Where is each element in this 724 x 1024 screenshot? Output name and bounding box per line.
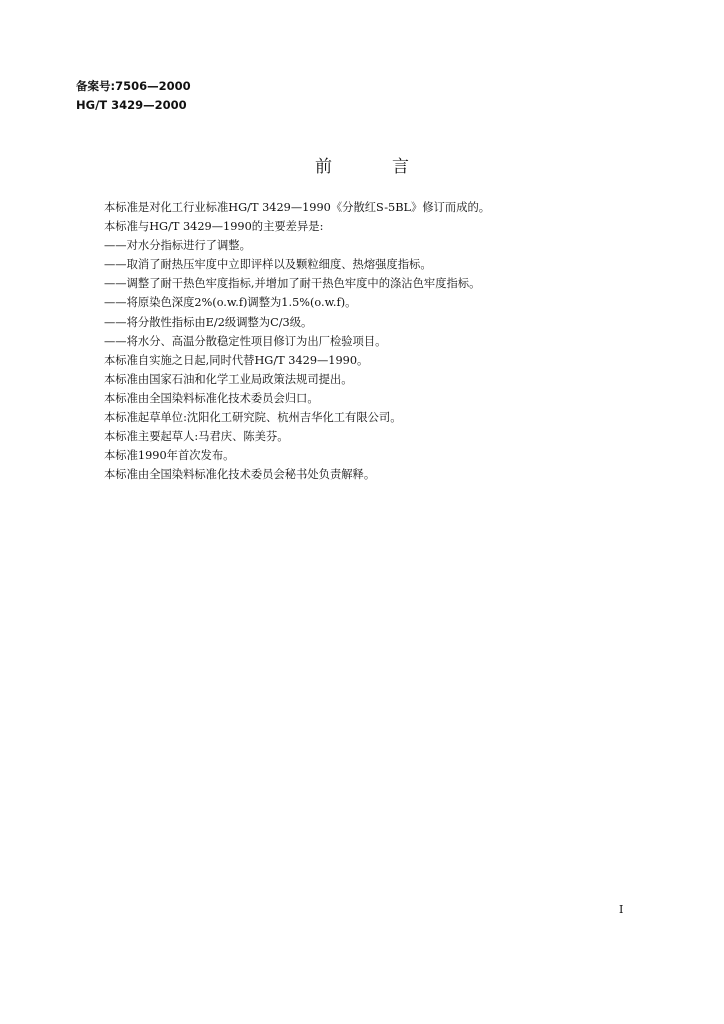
paragraph: 本标准主要起草人:马君庆、陈美芬。	[104, 430, 289, 444]
page-number: I	[619, 903, 624, 916]
list-item: ——将原染色深度2%(o.w.f)调整为1.5%(o.w.f)。	[104, 296, 357, 310]
paragraph: 本标准1990年首次发布。	[104, 449, 235, 463]
filing-number: 备案号:7506—2000	[76, 79, 191, 93]
list-item: ——对水分指标进行了调整。	[104, 239, 251, 253]
list-item: ——取消了耐热压牢度中立即评样以及颗粒细度、热熔强度指标。	[104, 258, 432, 272]
paragraph: 本标准由国家石油和化学工业局政策法规司提出。	[104, 372, 353, 386]
list-item: ——将水分、高温分散稳定性项目修订为出厂检验项目。	[104, 334, 387, 348]
paragraph: 本标准自实施之日起,同时代替HG/T 3429—1990。	[104, 353, 369, 367]
paragraph: 本标准由全国染料标准化技术委员会秘书处负责解释。	[104, 468, 376, 482]
standard-code: HG/T 3429—2000	[76, 98, 187, 112]
paragraph: 本标准是对化工行业标准HG/T 3429—1990《分散红S-5BL》修订而成的。	[104, 201, 491, 214]
list-item: ——调整了耐干热色牢度指标,并增加了耐干热色牢度中的涤沾色牢度指标。	[104, 277, 481, 291]
paragraph: 本标准由全国染料标准化技术委员会归口。	[104, 391, 319, 405]
paragraph: 本标准起草单位:沈阳化工研究院、杭州吉华化工有限公司。	[104, 411, 402, 425]
page-title: 前言	[315, 157, 469, 177]
paragraph: 本标准与HG/T 3429—1990的主要差异是:	[104, 220, 324, 234]
preface-body	[104, 198, 624, 484]
list-item: ——将分散性指标由E/2级调整为C/3级。	[104, 315, 313, 329]
